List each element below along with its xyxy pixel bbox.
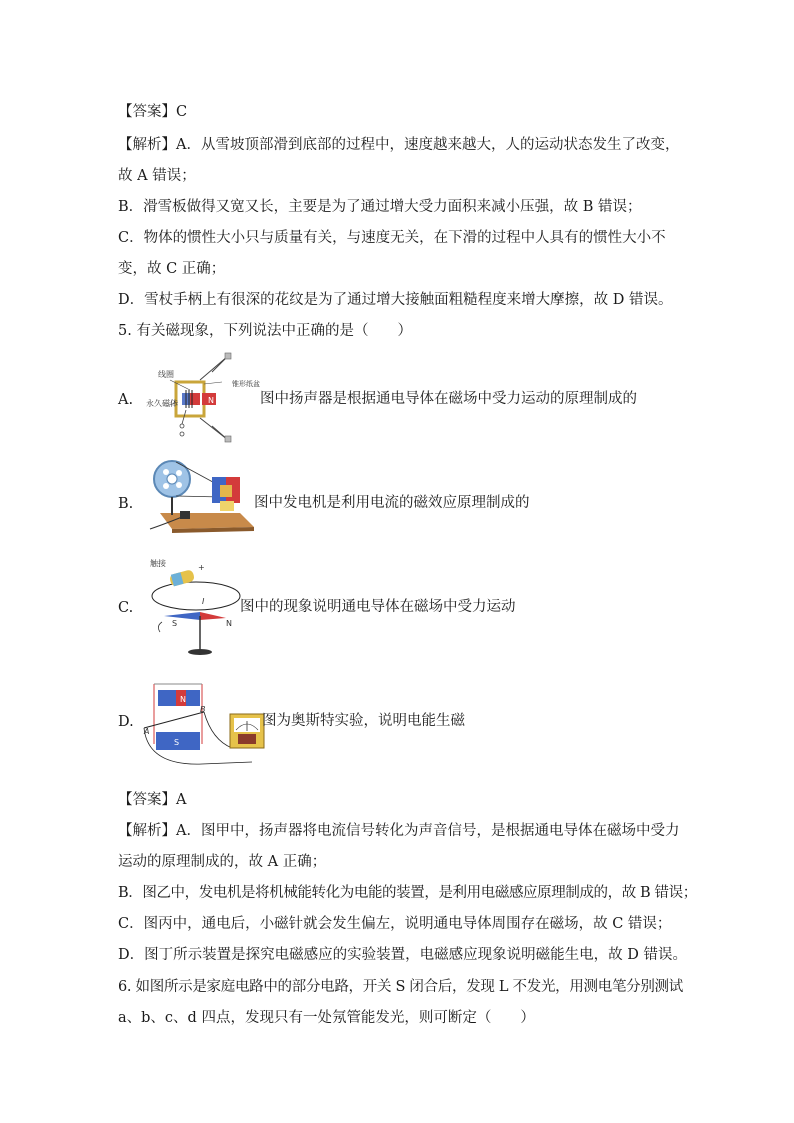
oersted-touch-label: 触接 xyxy=(150,559,166,568)
induction-a-label: A xyxy=(144,727,150,736)
q4-analysis-line-1: 【解析】A．从雪坡顶部滑到底部的过程中，速度越来越大，人的运动状态发生了改变， xyxy=(118,137,680,153)
speaker-n-label: N xyxy=(208,396,214,405)
q4-analysis-line-4: C．物体的惯性大小只与质量有关，与速度无关，在下滑的过程中人具有的惯性大小不 xyxy=(118,230,666,246)
q4-analysis-line-3: B．滑雪板做得又宽又长，主要是为了通过增大受力面积来减小压强，故 B 错误； xyxy=(118,199,642,215)
oersted-plus-label: + xyxy=(198,563,205,572)
q4-answer: 【答案】C xyxy=(118,104,188,120)
induction-s-label: S xyxy=(174,738,180,747)
q4-analysis-line-6: D．雪杖手柄上有很深的花纹是为了通过增大接触面粗糙程度来增大摩擦，故 D 错误。 xyxy=(118,292,673,308)
q5-option-a-text: 图中扬声器是根据通电导体在磁场中受力运动的原理制成的 xyxy=(260,391,637,407)
speaker-coil-label: 线圈 xyxy=(158,370,174,379)
oersted-s-label: S xyxy=(172,619,178,628)
q5-option-d-text: 图为奥斯特实验，说明电能生磁 xyxy=(262,713,465,729)
q6-stem-line-2: a、b、c、d 四点，发现只有一处氖管能发光，则可断定（ ） xyxy=(118,1010,535,1026)
generator-figure xyxy=(142,455,254,537)
oersted-current-label: I xyxy=(202,597,205,606)
induction-n-label: N xyxy=(180,695,186,704)
q5-analysis-line-3: B．图乙中，发电机是将机械能转化为电能的装置，是利用电磁感应原理制成的，故 B 错误； xyxy=(118,885,697,901)
q4-analysis-line-5: 变，故 C 正确； xyxy=(118,261,226,277)
induction-figure xyxy=(142,670,270,774)
q5-stem: 5. 有关磁现象，下列说法中正确的是（ ） xyxy=(118,323,412,339)
q5-analysis-line-2: 运动的原理制成的，故 A 正确； xyxy=(118,854,327,870)
oersted-n-label: N xyxy=(226,619,232,628)
q5-analysis-line-4: C．图丙中，通电后，小磁针就会发生偏左，说明通电导体周围存在磁场，故 C 错误； xyxy=(118,916,672,932)
q5-option-a-letter: A. xyxy=(118,392,134,408)
q5-analysis-line-1: 【解析】A．图甲中，扬声器将电流信号转化为声音信号，是根据通电导体在磁场中受力 xyxy=(118,823,680,839)
speaker-magnet-label: 永久磁体 xyxy=(146,399,178,408)
q5-option-b-text: 图中发电机是利用电流的磁效应原理制成的 xyxy=(254,495,530,511)
q5-option-c-letter: C. xyxy=(118,600,134,616)
q5-analysis-line-5: D．图丁所示装置是探究电磁感应的实验装置，电磁感应现象说明磁能生电，故 D 错误。 xyxy=(118,947,687,963)
q5-option-b-letter: B. xyxy=(118,496,134,512)
q4-analysis-line-2: 故 A 错误； xyxy=(118,168,196,184)
speaker-cone-label: 锥形纸盆 xyxy=(232,380,260,388)
induction-b-label: B xyxy=(200,705,206,714)
q5-option-d-letter: D. xyxy=(118,714,134,730)
q5-option-c-text: 图中的现象说明通电导体在磁场中受力运动 xyxy=(240,599,516,615)
q5-answer: 【答案】A xyxy=(118,792,187,808)
q6-stem-line-1: 6. 如图所示是家庭电路中的部分电路，开关 S 闭合后，发现 L 不发光，用测电笔分别测试 xyxy=(118,979,683,995)
oersted-figure xyxy=(142,556,242,660)
